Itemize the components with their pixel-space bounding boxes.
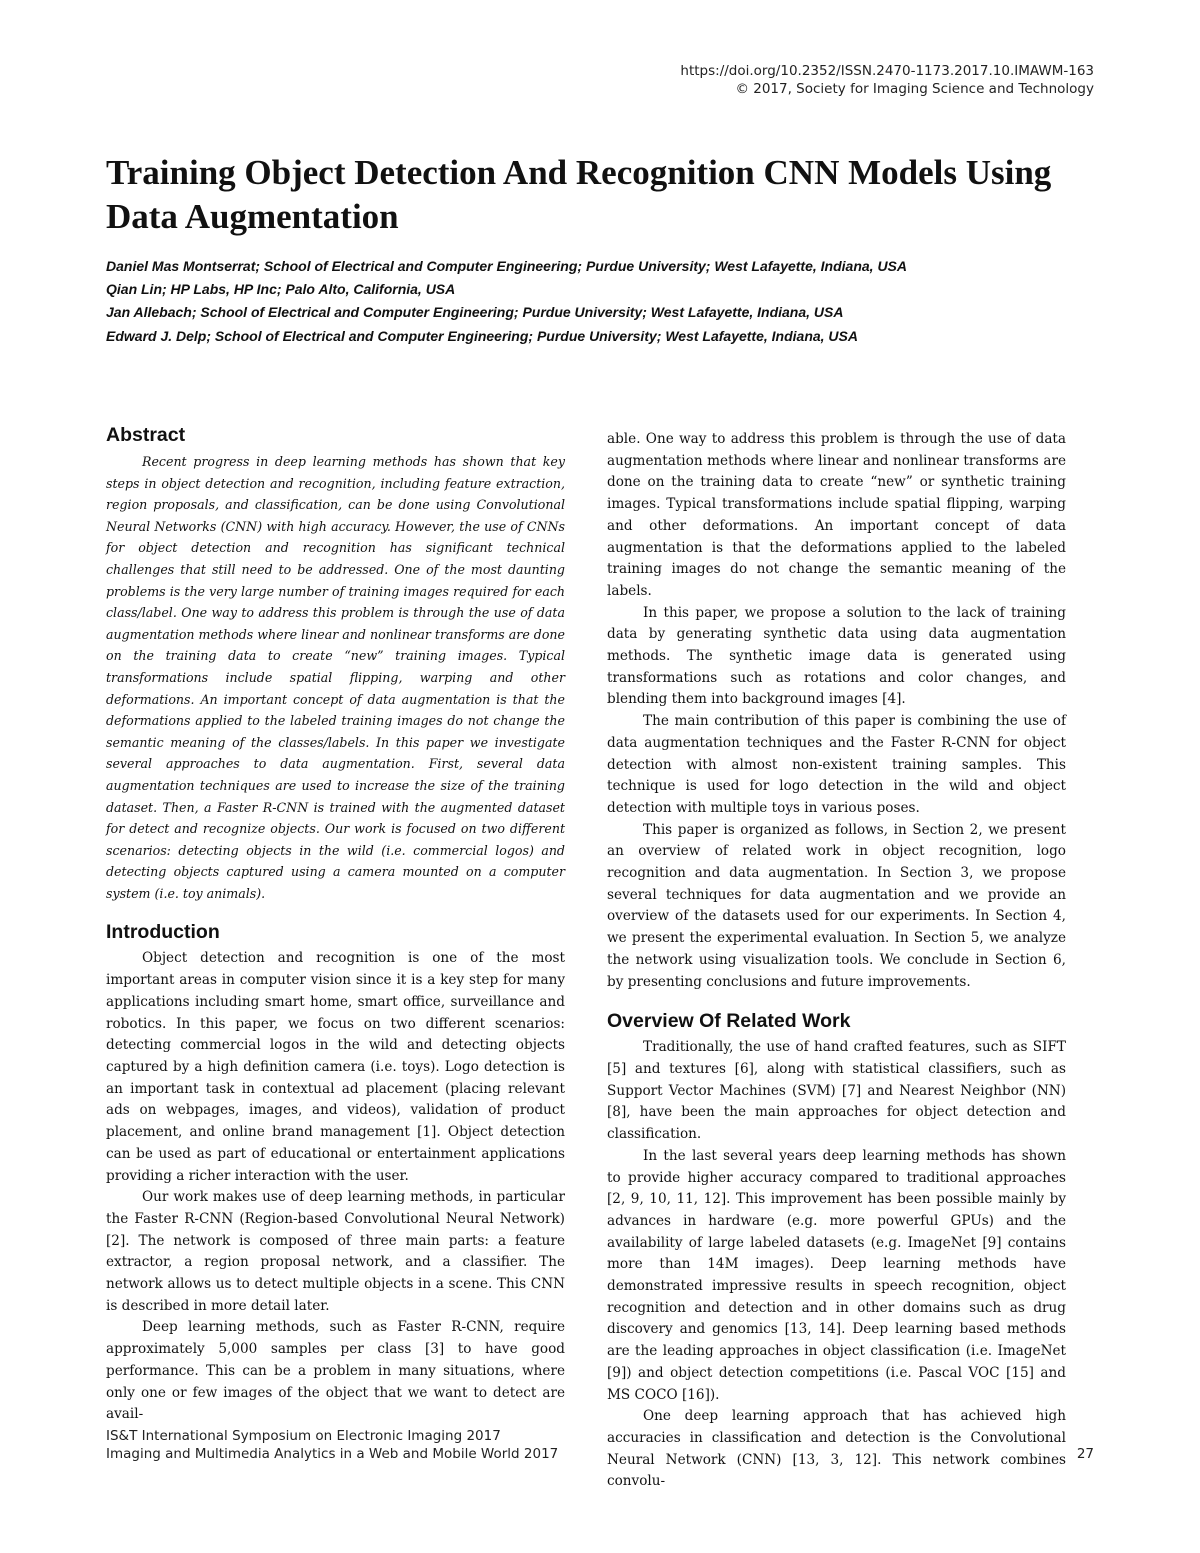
footer-line: Imaging and Multimedia Analytics in a Web and Mobile World 2017 (106, 1446, 559, 1462)
author-line: Edward J. Delp; School of Electrical and Computer Engineering; Purdue University; West Lafayette, Indiana, USA (106, 327, 858, 344)
introduction-heading: Introduction (106, 921, 220, 944)
abstract-heading: Abstract (106, 424, 186, 446)
copyright-notice: © 2017, Society for Imaging Science and Technology (735, 81, 1094, 97)
related-work-heading: Overview Of Related Work (607, 1010, 851, 1033)
body-paragraph split-paragraph: Deep learning methods, such as Faster R-CNN, require approximately 5,000 samples per class [3] to have good performance. This can be a problem in many situations, where only one or few images of the object that we want to detect are avail- (106, 1319, 565, 1423)
author-list (106, 255, 1096, 348)
doi-link[interactable]: https://doi.org/10.2352/ISSN.2470-1173.2017.10.IMAWM-163 (680, 63, 1094, 79)
doi-header (680, 62, 1094, 98)
author-line: Jan Allebach; School of Electrical and Computer Engineering; Purdue University; West Lafayette, Indiana, USA (106, 304, 844, 321)
body-paragraph: This paper is organized as follows, in Section 2, we present an overview of related work in object recognition, logo recognition and data augmentation. In Section 3, we propose several techniques for data augmentation and we provide an overview of the datasets used for our experiments. In Section 4, we present the experimental evaluation. In Section 5, we analyze the network using visualization tools. We conclude in Section 6, by presenting conclusions and future improvements. (607, 821, 1066, 990)
body-paragraph: The main contribution of this paper is combining the use of data augmentation techniques and the Faster R-CNN for object detection with almost non-existent training samples. This technique is used for logo detection in the wild and object detection with multiple toys in various poses. (607, 713, 1066, 816)
footer-conference (106, 1427, 558, 1463)
abstract-text: Recent progress in deep learning methods has shown that key steps in object detection and recognition, including feature extraction, region proposals, and classification, can be done using Convolutional Neural Networks (CNN) with high accuracy. However, the use of CNNs for object detection and recognition has significant technical challenges that still need to be addressed. One of the most daunting problems is the very large number of training images required for each class/label. One way to address this problem is through the use of data augmentation methods where linear and nonlinear transforms are done on the training data to create “new” training images. Typical transformations include spatial flipping, warping and other deformations. An important concept of data augmentation is that the deformations applied to the labeled training images do not change the semantic meaning of the classes/labels. In this paper we investigate several approaches to data augmentation. First, several data augmentation techniques are used to increase the size of the training dataset. Then, a Faster R-CNN is trained with the augmented dataset for detect and recognize objects. Our work is focused on two different scenarios: detecting objects in the wild (i.e. commercial logos) and detecting objects captured using a camera mounted on a computer system (i.e. toy animals). (106, 454, 565, 901)
right-column (607, 429, 1066, 1493)
body-paragraph: Object detection and recognition is one of the most important areas in computer vision since it is a key step for many applications including smart home, smart office, surveillance and robotics. In this paper, we focus on two different scenarios: detecting commercial logos in the wild and detecting objects captured by a high definition camera (i.e. toys). Logo detection is an important task in contextual ad placement (placing relevant ads on webpages, images, and videos), validation of product placement, and online brand management [1]. Object detection can be used as part of educational or entertainment applications providing a richer interaction with the user. (106, 950, 565, 1184)
page-number: 27 (1076, 1446, 1094, 1462)
body-paragraph: In this paper, we propose a solution to the lack of training data by generating synthetic data using data augmentation methods. The synthetic image data is generated using transformations such as rotations and color changes, and blending them into background images [4]. (607, 604, 1066, 708)
author-line: Daniel Mas Montserrat; School of Electrical and Computer Engineering; Purdue University; West Lafayette, Indiana, USA (106, 258, 908, 274)
body-paragraph: Our work makes use of deep learning methods, in particular the Faster R-CNN (Region-based Convolutional Neural Network) [2]. The network is composed of three main parts: a feature extractor, a region proposal network, and a classifier. The network allows us to detect multiple objects in a scene. This CNN is described in more detail later. (106, 1189, 565, 1314)
body-paragraph split-paragraph-continued: able. One way to address this problem is through the use of data augmentation methods where linear and nonlinear transforms are done on the training data to create “new” or synthetic training images. Typical transformations include spatial flipping, warping and other deformations. An important concept of data augmentation is that the deformations applied to the labeled training images do not change the semantic meaning of the labels. (607, 431, 1066, 599)
footer-line: IS&T International Symposium on Electronic Imaging 2017 (106, 1428, 501, 1444)
left-column (106, 423, 565, 1426)
author-line: Qian Lin; HP Labs, HP Inc; Palo Alto, California, USA (106, 281, 456, 298)
paper-title: Training Object Detection And Recognition CNN Models Using Data Augmentation (106, 153, 1052, 236)
body-paragraph: Traditionally, the use of hand crafted features, such as SIFT [5] and textures [6], along with statistical classifiers, such as Support Vector Machines (SVM) [7] and Nearest Neighbor (NN) [8], have been the main approaches for object detection and classification. (607, 1039, 1066, 1143)
body-paragraph: In the last several years deep learning methods has shown to provide higher accuracy compared to traditional approaches [2, 9, 10, 11, 12]. This improvement has been possible mainly by advances in hardware (e.g. more powerful GPUs) and the availability of large labeled datasets (e.g. ImageNet [9] contains more than 14M images). Deep learning methods have demonstrated impressive results in speech recognition, object recognition and detection and in other domains such as drug discovery and genomics [13, 14]. Deep learning based methods are the leading approaches in object classification (i.e. ImageNet [9]) and object detection competitions (i.e. Pascal VOC [15] and MS COCO [16]). (607, 1147, 1066, 1403)
body-paragraph: One deep learning approach that has achieved high accuracies in classification and detection is the Convolutional Neural Network (CNN) [13, 3, 12]. This network combines convolu- (607, 1408, 1066, 1490)
